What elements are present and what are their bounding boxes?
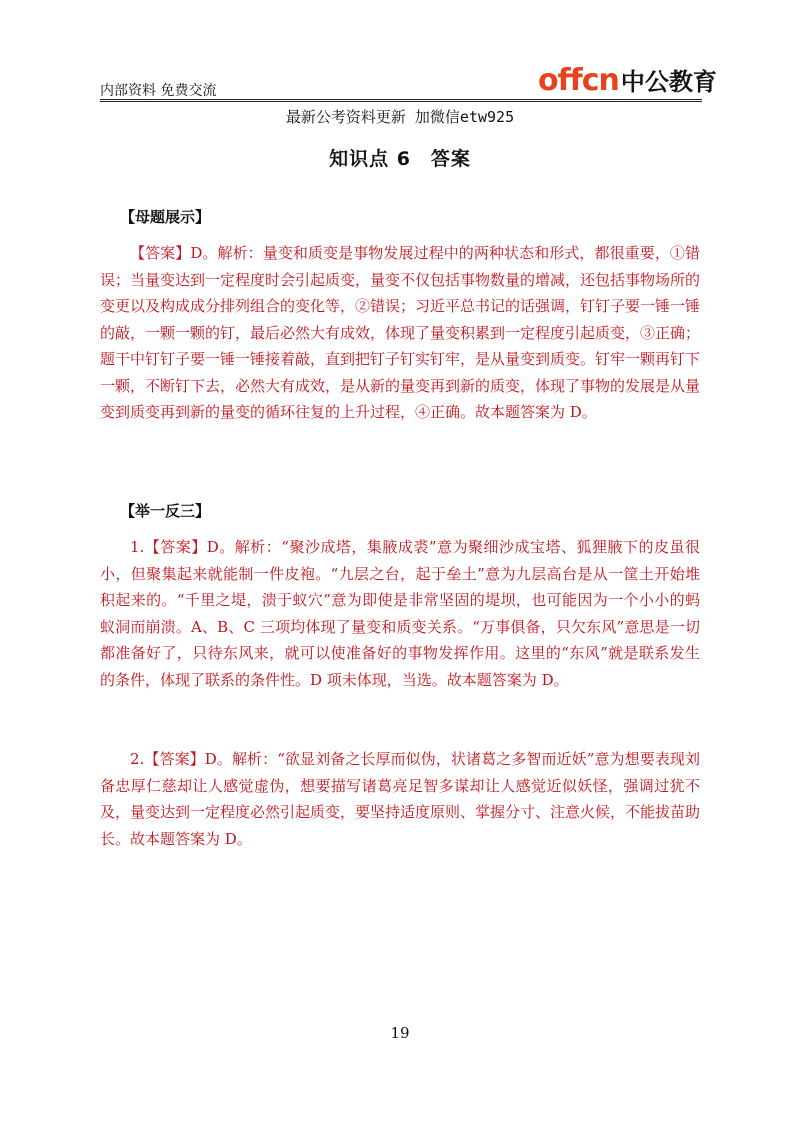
page-title: 知识点 6 答案 [329, 148, 471, 170]
header-rule-secondary [100, 101, 702, 102]
header-rule [100, 99, 702, 100]
logo-cjk-text: 中公教育 [620, 68, 717, 96]
answer-paragraph-main: 【答案】D。解析：量变和质变是事物发展过程中的两种状态和形式，都很重要，①错误；当量变达到一定程度时会引起质变，量变不仅包括事物数量的增减，还包括事物场所的变更以及构成成分排列组合的变化等，②错误；习近平总书记的话强调，钉钉子要一锤一锤的敲，一颗一颗的钉，最后必然大有成效，体现了量变积累到一定程度引起质变，③正确；题干中钉钉子要一锤一锤接着敲，直到把钉子钉实钉牢，是从量变到质变。钉牢一颗再钉下一颗，不断钉下去，必然大有成效，是从新的量变再到新的质变，体现了事物的发展是从量变到质变再到新的量变的循环往复的上升过程，④正确。故本题答案为 D。 [100, 244, 701, 421]
answer-paragraph-practice-2: 2.【答案】D。解析：“欲显刘备之长厚而似伪，状诸葛之多智而近妖”意为想要表现刘备忠厚仁慈却让人感觉虚伪，想要描写诸葛亮足智多谋却让人感觉近似妖怪，强调过犹不及，量变达到一定程度必然引起质变，要坚持适度原则、掌握分寸、注意火候，不能拔苗助长。故本题答案为 D。 [100, 750, 701, 848]
update-watermark: 最新公考资料更新 加微信etw925 [285, 108, 515, 126]
offcn-logo [538, 62, 717, 98]
answer-paragraph-practice-1: 1.【答案】D。解析：“聚沙成塔，集腋成裘”意为聚细沙成宝塔、狐狸腋下的皮虽很小，但聚集起来就能制一件皮袍。“九层之台，起于垒土”意为九层高台是从一筐土开始堆积起来的。“千里之堤，溃于蚁穴”意为即使是非常坚固的堤坝，也可能因为一个小小的蚂蚁洞而崩溃。A、B、C 三项均体现了量变和质变关系。“万事俱备，只欠东风”意思是一切都准备好了，只待东风来，就可以使准备好的事物发挥作用。这里的“东风”就是联系发生的条件，体现了联系的条件性。D 项未体现，当选。故本题答案为 D。 [100, 538, 700, 689]
section-heading-main-question: 【母题展示】 [120, 208, 211, 226]
page-number: 19 [390, 1024, 410, 1042]
logo-latin-text: offcn [538, 63, 619, 98]
header-left-text: 内部资料 免费交流 [100, 83, 217, 99]
section-heading-practice: 【举一反三】 [120, 502, 211, 520]
